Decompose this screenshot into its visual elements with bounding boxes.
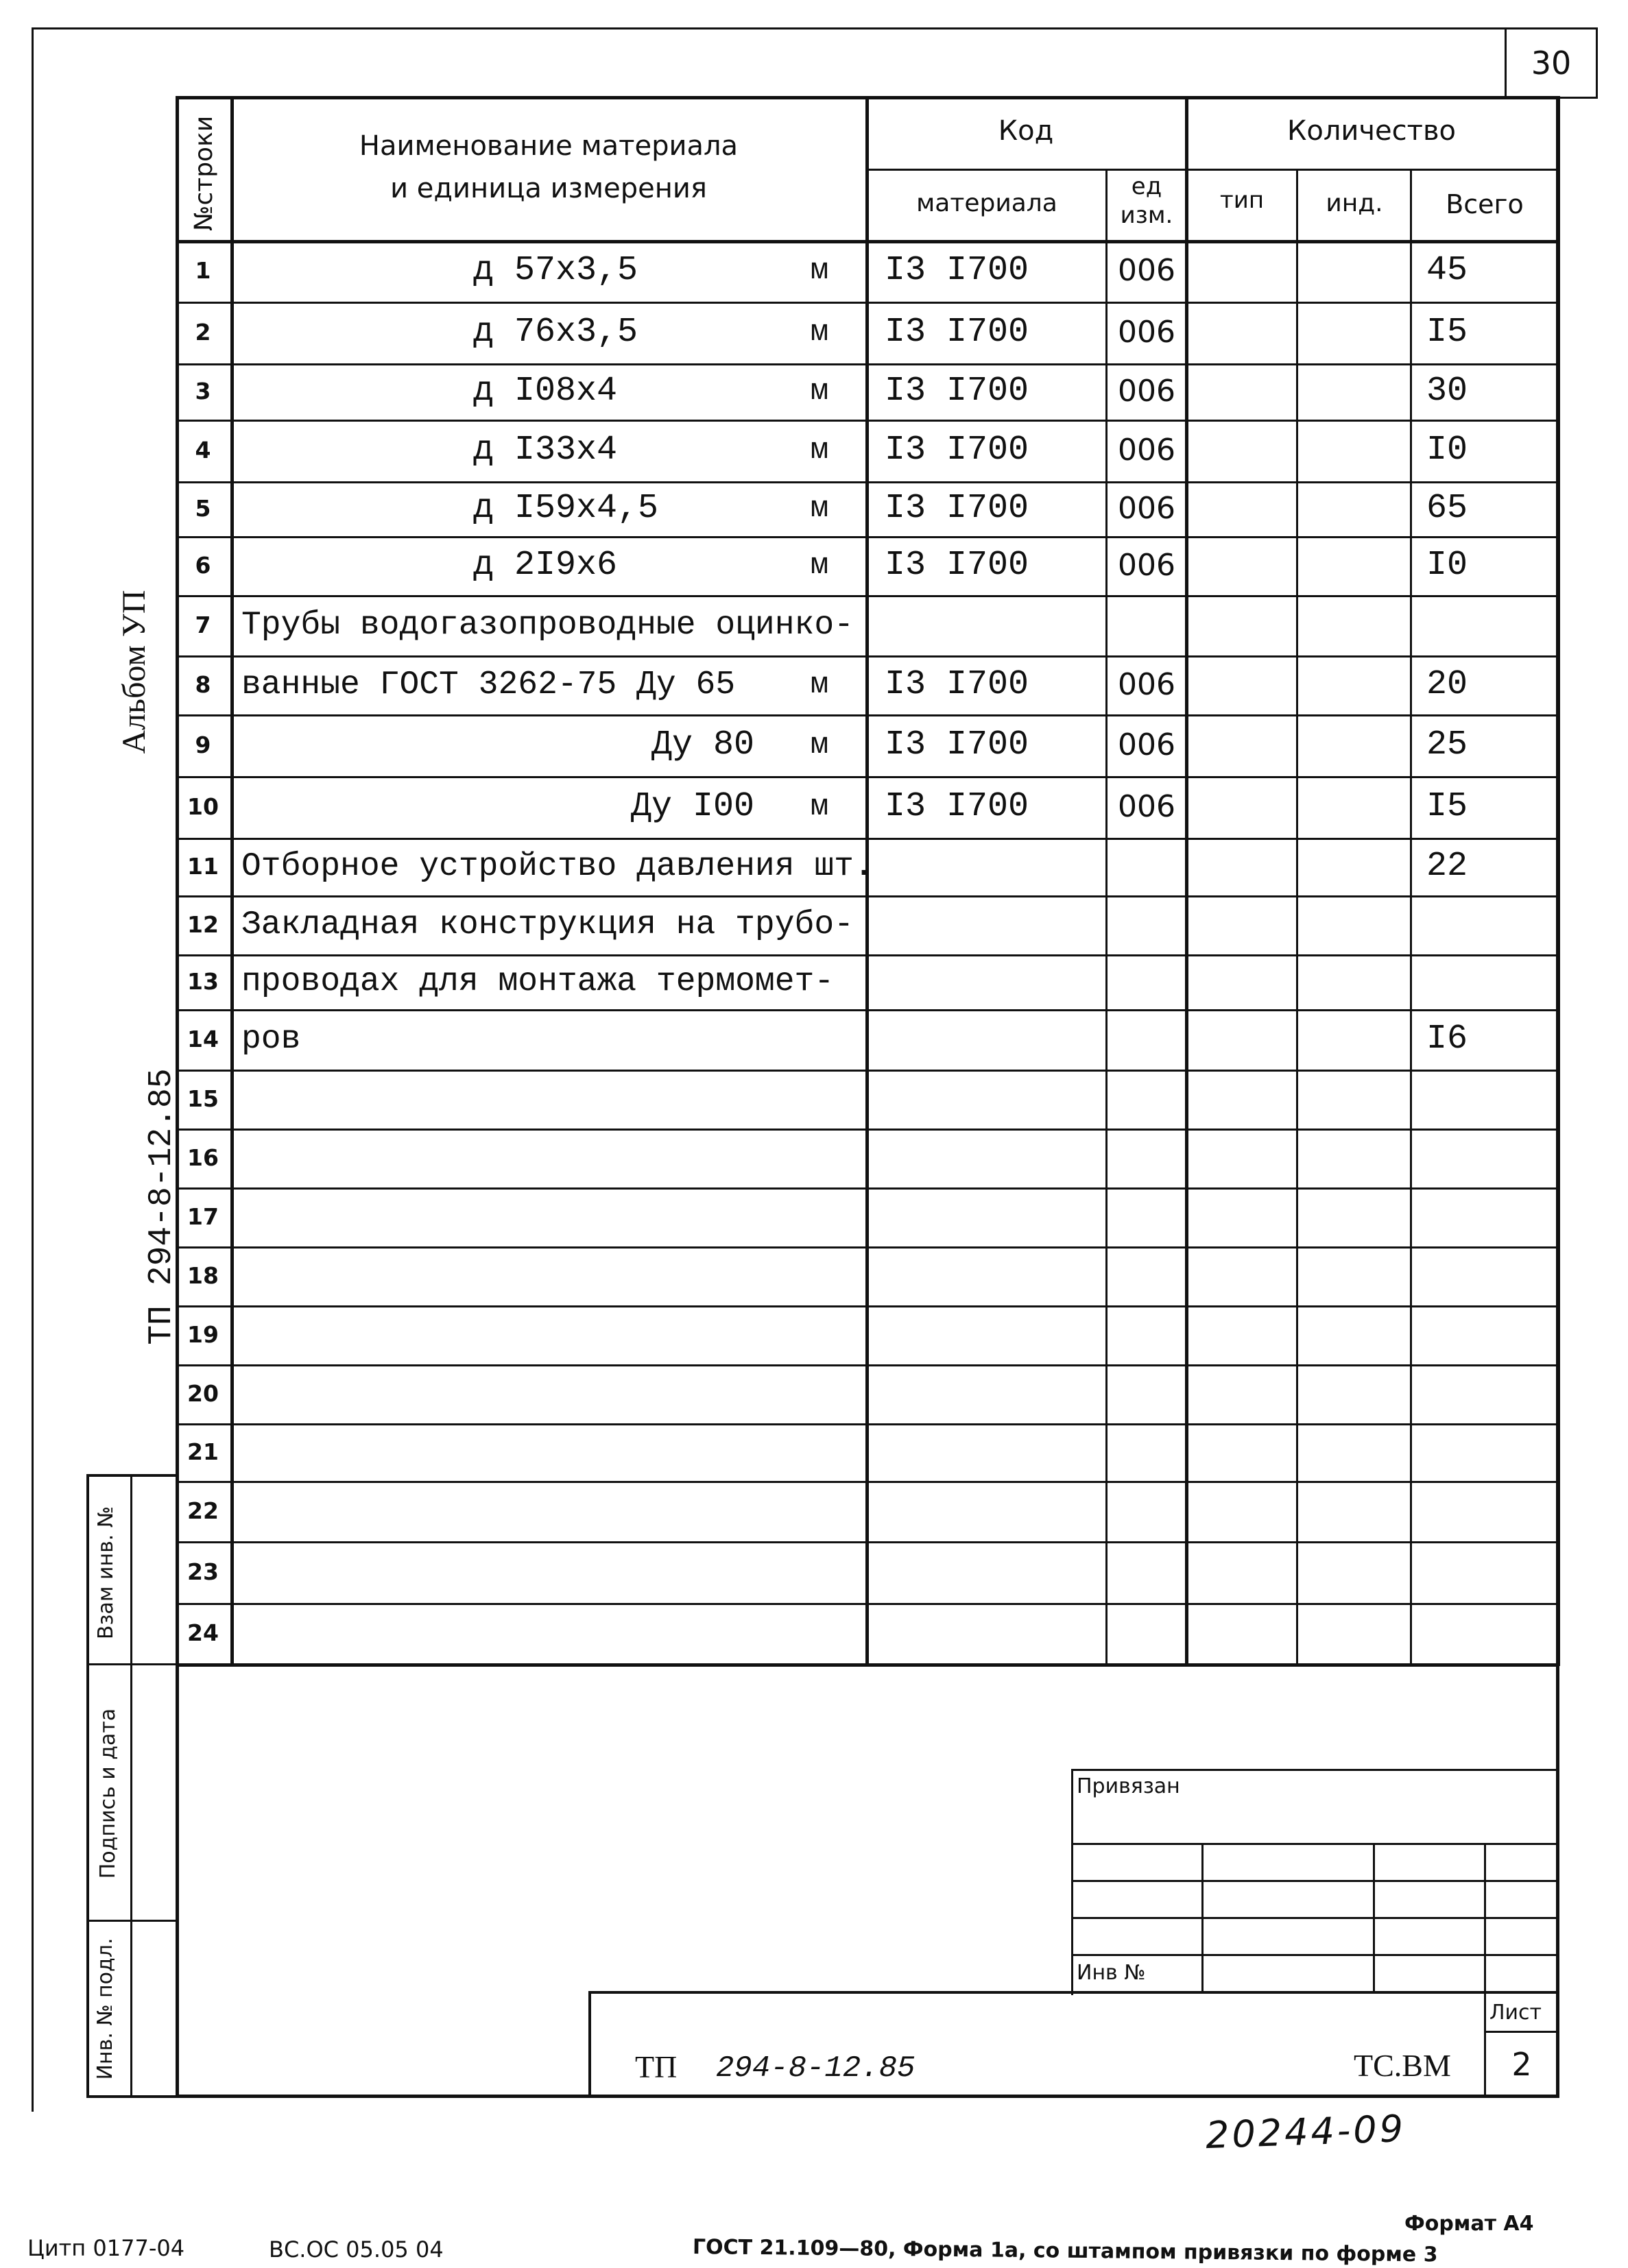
row-separator	[176, 1070, 1559, 1072]
material-name: д 76х3,5	[473, 313, 638, 352]
stamp-tp-number: 294-8-12.85	[716, 2051, 915, 2086]
quantity-total: 65	[1426, 489, 1468, 528]
col-line-unit	[1185, 96, 1188, 1666]
unit-of-measure: м	[810, 548, 829, 583]
row-number: 16	[187, 1144, 219, 1171]
stamp-vline-1	[1201, 1843, 1204, 1992]
unit-of-measure: м	[810, 254, 829, 288]
header-ind: инд.	[1326, 189, 1383, 217]
row-number: 15	[187, 1085, 219, 1112]
row-number: 8	[195, 671, 211, 698]
quantity-total: I5	[1426, 787, 1468, 826]
unit-of-measure: м	[810, 492, 829, 526]
row-number: 3	[195, 378, 211, 405]
stamp-vline-2	[1373, 1843, 1375, 1992]
material-name: Ду I00	[630, 787, 754, 826]
row-separator	[176, 595, 1559, 597]
row-separator	[176, 1246, 1559, 1248]
row-number: 17	[187, 1203, 219, 1230]
material-name: ров	[241, 1021, 301, 1058]
material-code: I3 I700	[885, 546, 1029, 585]
quantity-total: I5	[1426, 313, 1468, 352]
stamp-vline-3	[1484, 1843, 1486, 1992]
row-separator	[176, 655, 1559, 658]
row-separator	[176, 481, 1559, 483]
row-separator	[176, 1009, 1559, 1011]
header-bottom-line	[176, 240, 1559, 243]
material-code: I3 I700	[885, 313, 1029, 352]
row-separator	[176, 420, 1559, 422]
material-code: I3 I700	[885, 665, 1029, 704]
row-number: 1	[195, 257, 211, 284]
handwritten-number: 20244-09	[1204, 2106, 1406, 2158]
row-separator	[176, 1305, 1559, 1307]
material-name: д 2I9х6	[473, 546, 618, 585]
row-separator	[176, 954, 1559, 956]
header-material: материала	[916, 189, 1057, 217]
page-number: 30	[1531, 45, 1572, 82]
row-separator	[176, 363, 1559, 365]
col-line-rowno	[230, 96, 234, 1666]
row-number: 20	[187, 1380, 219, 1407]
row-separator	[176, 536, 1559, 538]
quantity-total: 30	[1426, 372, 1468, 411]
row-number: 19	[187, 1321, 219, 1348]
row-number: 23	[187, 1558, 219, 1585]
header-code: Код	[998, 115, 1054, 147]
outer-frame-left	[32, 27, 34, 2112]
material-code: I3 I700	[885, 489, 1029, 528]
title-sheet-line	[1484, 2031, 1559, 2033]
material-name: д I59х4,5	[473, 489, 659, 528]
unit-code: 006	[1118, 789, 1175, 824]
row-number: 14	[187, 1026, 219, 1052]
row-separator	[176, 302, 1559, 304]
row-number: 22	[187, 1497, 219, 1524]
unit-code: 006	[1118, 315, 1175, 350]
header-row-no: №строки	[190, 115, 218, 231]
header-unit-line1: ед	[1131, 173, 1162, 200]
row-number: 11	[187, 853, 219, 880]
unit-of-measure: м	[810, 790, 829, 824]
material-name: ванные ГОСТ 3262-75 Ду 65	[241, 666, 736, 703]
col-line-right	[1557, 96, 1560, 1666]
material-name: д 57х3,5	[473, 251, 638, 290]
unit-of-measure: м	[810, 374, 829, 409]
unit-code: 006	[1118, 727, 1175, 762]
header-name-line1: Наименование материала	[359, 130, 739, 162]
page-number-box	[1505, 27, 1598, 99]
material-name: д I08х4	[473, 372, 618, 411]
side-album: Альбом УП	[116, 590, 152, 754]
stamp-line-b	[1071, 1880, 1559, 1882]
side-strip-mid	[130, 1474, 132, 2098]
row-number: 6	[195, 552, 211, 579]
stamp-sheet-number: 2	[1511, 2046, 1532, 2083]
material-code: I3 I700	[885, 251, 1029, 290]
stamp-tc: ТС.ВМ	[1354, 2048, 1451, 2083]
material-name: д I33х4	[473, 431, 618, 470]
row-separator	[176, 1423, 1559, 1425]
footer-format: Формат А4	[1404, 2212, 1534, 2236]
header-total: Всего	[1446, 189, 1524, 219]
row-number: 18	[187, 1262, 219, 1289]
unit-of-measure: м	[810, 315, 829, 350]
side-doc-code: ТП 294-8-12.85	[143, 1068, 180, 1345]
quantity-total: 45	[1426, 251, 1468, 290]
row-number: 5	[195, 495, 211, 522]
col-line-ind	[1410, 169, 1412, 1666]
quantity-total: 20	[1426, 665, 1468, 704]
header-unit-line2: изм.	[1120, 202, 1173, 229]
row-separator	[176, 895, 1559, 897]
material-code: I3 I700	[885, 725, 1029, 764]
row-separator	[176, 776, 1559, 778]
row-number: 21	[187, 1438, 219, 1465]
row-separator	[176, 1364, 1559, 1366]
footer-mid-code: ВС.ОС 05.05 04	[269, 2236, 444, 2263]
unit-code: 006	[1118, 491, 1175, 526]
side-vzam: Взам инв. №	[94, 1506, 118, 1640]
material-name: Трубы водогазопроводные оцинко-	[241, 607, 854, 644]
material-name: Отборное устройство давления шт.	[241, 848, 874, 885]
row-separator	[176, 714, 1559, 716]
stamp-privyazan-label: Привязан	[1077, 1774, 1180, 1798]
row-separator	[176, 1481, 1559, 1483]
material-code: I3 I700	[885, 431, 1029, 470]
row-separator	[176, 1603, 1559, 1605]
row-number: 9	[195, 732, 211, 758]
row-separator	[176, 1187, 1559, 1190]
unit-code: 006	[1118, 253, 1175, 288]
header-type: тип	[1219, 186, 1265, 214]
unit-of-measure: м	[810, 728, 829, 762]
quantity-total: I6	[1426, 1020, 1468, 1059]
row-number: 7	[195, 612, 211, 638]
row-number: 2	[195, 319, 211, 346]
unit-code: 006	[1118, 374, 1175, 409]
row-separator	[176, 838, 1559, 840]
quantity-total: 25	[1426, 725, 1468, 764]
material-code: I3 I700	[885, 372, 1029, 411]
header-name-line2: и единица измерения	[390, 173, 707, 204]
unit-code: 006	[1118, 433, 1175, 468]
quantity-total: I0	[1426, 546, 1468, 585]
stamp-line-c	[1071, 1917, 1559, 1919]
stamp-line-d	[1071, 1954, 1559, 1956]
row-number: 10	[187, 793, 219, 820]
outer-frame-line	[32, 27, 1506, 29]
row-number: 13	[187, 968, 219, 995]
unit-code: 006	[1118, 667, 1175, 702]
col-line-type	[1296, 169, 1298, 1666]
table-bottom-line	[176, 1663, 1559, 1667]
stamp-line-a	[1071, 1843, 1559, 1845]
row-number: 12	[187, 911, 219, 938]
unit-of-measure: м	[810, 433, 829, 468]
col-line-code	[1105, 169, 1108, 1666]
material-name: Ду 80	[651, 725, 754, 764]
material-name: проводах для монтажа термомет-	[241, 963, 835, 1000]
stamp-inv-no: Инв №	[1077, 1961, 1146, 1985]
footer-left-code: Цитп 0177-04	[27, 2235, 185, 2261]
stamp-tp-prefix: ТП	[635, 2049, 678, 2084]
material-name: Закладная конструкция на трубо-	[241, 906, 854, 943]
material-code: I3 I700	[885, 787, 1029, 826]
unit-of-measure: м	[810, 668, 829, 702]
side-inv-podl: Инв. № подл.	[93, 1938, 117, 2080]
unit-code: 006	[1118, 548, 1175, 583]
row-number: 4	[195, 437, 211, 463]
side-sign-date: Подпись и дата	[96, 1708, 120, 1879]
quantity-total: 22	[1426, 847, 1468, 886]
quantity-total: I0	[1426, 431, 1468, 470]
row-separator	[176, 1541, 1559, 1543]
stamp-list-label: Лист	[1489, 2001, 1542, 2025]
row-separator	[176, 1129, 1559, 1131]
footer-gost: ГОСТ 21.109—80, Форма 1а, со штампом привязки по форме 3	[692, 2235, 1438, 2267]
row-number: 24	[187, 1619, 219, 1646]
header-subline	[865, 169, 1558, 171]
header-quantity: Количество	[1286, 115, 1456, 147]
